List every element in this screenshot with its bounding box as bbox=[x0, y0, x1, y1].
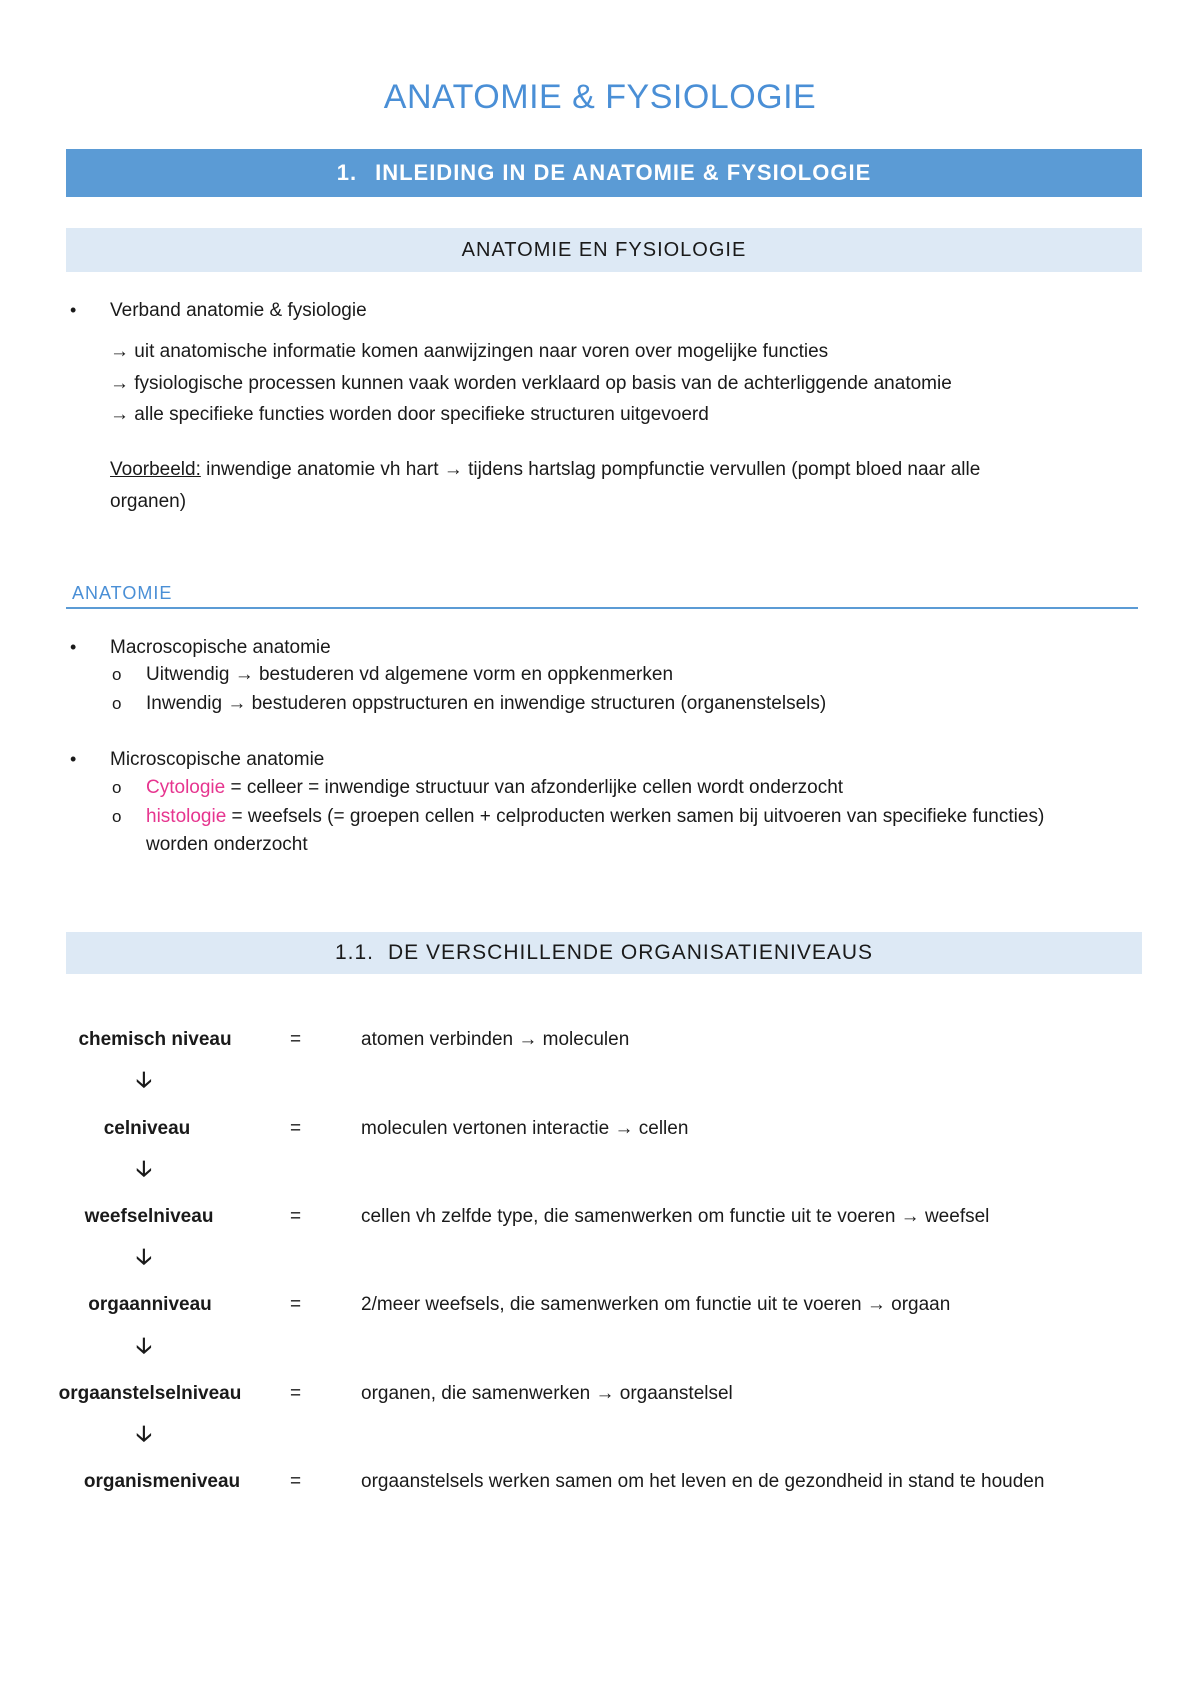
heading-rule bbox=[66, 607, 1138, 609]
level-name: orgaanstelselniveau bbox=[58, 1383, 242, 1404]
bullet-dot: • bbox=[70, 749, 77, 769]
macro-label: Macroscopische anatomie bbox=[110, 637, 331, 658]
document-title: ANATOMIE & FYSIOLOGIE bbox=[383, 78, 817, 116]
level-equals: = bbox=[290, 1206, 302, 1227]
arrow-down-icon: 🡣 bbox=[136, 1333, 152, 1358]
micro-continuation: worden onderzocht bbox=[146, 834, 308, 855]
level-name: orgaanniveau bbox=[88, 1294, 212, 1315]
level-equals: = bbox=[290, 1471, 302, 1492]
subsection-heading bbox=[66, 932, 1142, 974]
level-name: weefselniveau bbox=[84, 1206, 214, 1227]
chapter-number: 1. bbox=[336, 160, 358, 185]
level-description: atomen verbinden → moleculen bbox=[361, 1029, 630, 1050]
micro-item-text: = celleer = inwendige structuur van afzonderlijke cellen wordt onderzocht bbox=[225, 777, 844, 798]
level-description: cellen vh zelfde type, die samenwerken om functie uit te voeren → weefsel bbox=[361, 1206, 990, 1227]
micro-item-text: = weefsels (= groepen cellen + celproducten werken samen bij uitvoeren van specifieke functies) bbox=[226, 806, 1045, 827]
verband-bullet: Verband anatomie & fysiologie bbox=[110, 300, 367, 321]
chapter-title: INLEIDING IN DE ANATOMIE & FYSIOLOGIE bbox=[375, 160, 872, 185]
arrow-down-icon: 🡣 bbox=[136, 1156, 152, 1181]
verband-line: → alle specifieke functies worden door specifieke structuren uitgevoerd bbox=[110, 404, 709, 425]
chapter-heading bbox=[66, 149, 1142, 197]
sub-bullet: o bbox=[112, 665, 122, 684]
macro-item: Inwendig → bestuderen oppstructuren en inwendige structuren (organenstelsels) bbox=[146, 693, 827, 714]
sub-bullet: o bbox=[112, 807, 122, 826]
example-text: inwendige anatomie vh hart → tijdens hartslag pompfunctie vervullen (pompt bloed naar alle bbox=[200, 459, 981, 480]
subsection-number: 1.1. bbox=[334, 941, 374, 964]
sub-bullet: o bbox=[112, 778, 122, 797]
sub-bullet: o bbox=[112, 694, 122, 713]
level-description: orgaanstelsels werken samen om het leven en de gezondheid in stand te houden bbox=[361, 1471, 1045, 1492]
bullet-dot: • bbox=[70, 637, 77, 657]
bullet-dot: • bbox=[70, 300, 77, 320]
anatomie-heading: ANATOMIE bbox=[72, 583, 173, 603]
verband-line: → fysiologische processen kunnen vaak worden verklaard op basis van de achterliggende anatomie bbox=[110, 373, 952, 394]
verband-line: → uit anatomische informatie komen aanwijzingen naar voren over mogelijke functies bbox=[110, 341, 829, 362]
level-equals: = bbox=[290, 1029, 302, 1050]
macro-item: Uitwendig → bestuderen vd algemene vorm en oppkenmerken bbox=[146, 664, 674, 685]
level-description: organen, die samenwerken → orgaanstelsel bbox=[361, 1383, 733, 1404]
level-name: organismeniveau bbox=[83, 1471, 241, 1492]
subsection-title: DE VERSCHILLENDE ORGANISATIENIVEAUS bbox=[387, 941, 874, 964]
level-equals: = bbox=[290, 1383, 302, 1404]
micro-item bbox=[146, 806, 1044, 828]
example-continuation: organen) bbox=[110, 491, 187, 512]
example-label: Voorbeeld: bbox=[110, 459, 201, 480]
arrow-down-icon: 🡣 bbox=[136, 1421, 152, 1446]
section-heading: ANATOMIE EN FYSIOLOGIE bbox=[66, 228, 1142, 272]
arrow-down-icon: 🡣 bbox=[136, 1067, 152, 1092]
level-description: moleculen vertonen interactie → cellen bbox=[361, 1118, 689, 1139]
level-equals: = bbox=[290, 1294, 302, 1315]
term-cytologie: Cytologie bbox=[146, 777, 226, 798]
level-equals: = bbox=[290, 1118, 302, 1139]
micro-item bbox=[146, 777, 843, 799]
level-name: celniveau bbox=[103, 1118, 191, 1139]
example-line bbox=[110, 459, 980, 481]
arrow-down-icon: 🡣 bbox=[136, 1244, 152, 1269]
term-histologie: histologie bbox=[146, 806, 227, 827]
level-name: chemisch niveau bbox=[78, 1029, 232, 1050]
level-description: 2/meer weefsels, die samenwerken om functie uit te voeren → orgaan bbox=[361, 1294, 951, 1315]
micro-label: Microscopische anatomie bbox=[110, 749, 325, 770]
